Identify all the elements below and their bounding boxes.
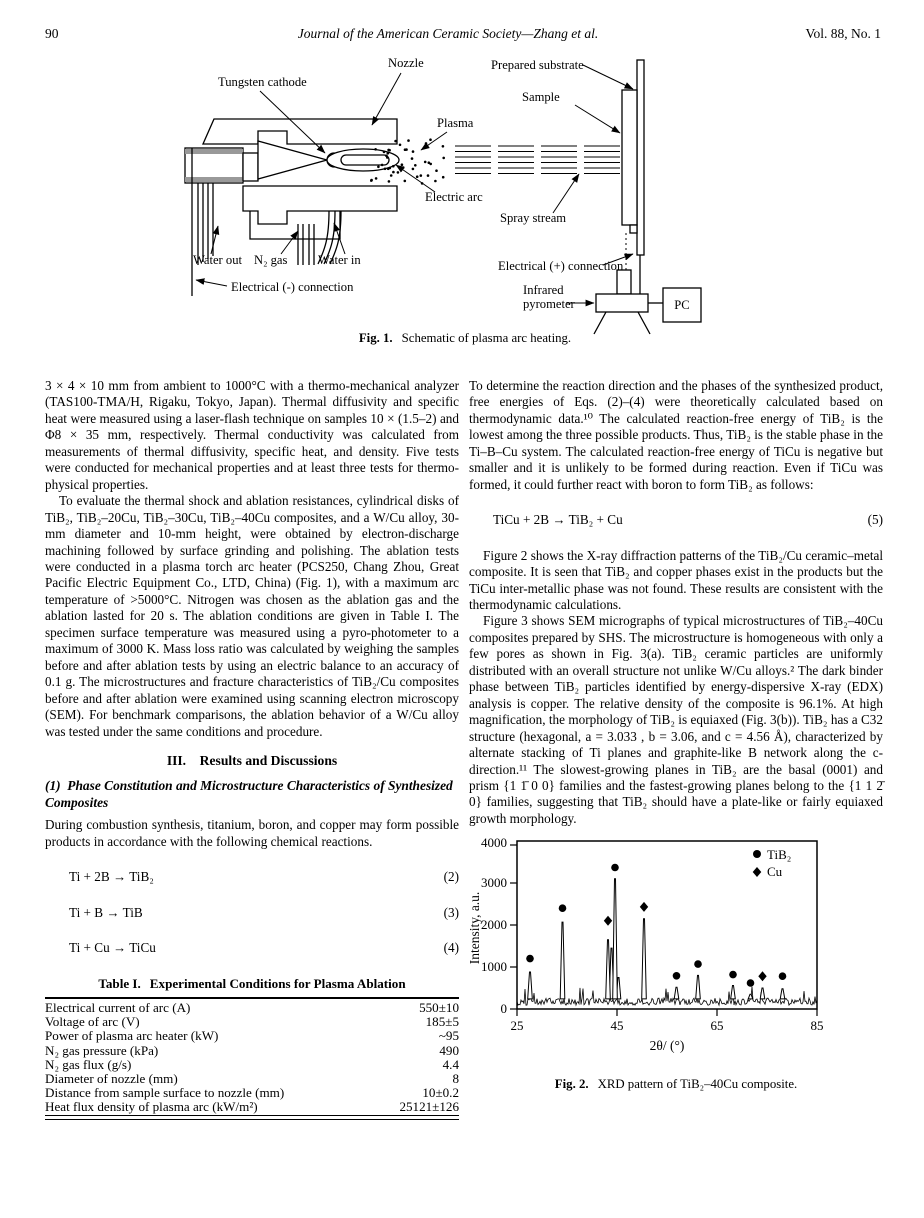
prepared-substrate-bar [637, 60, 644, 255]
row-label: Heat flux density of plasma arc (kW/m²) [45, 1099, 258, 1115]
paragraph: 3 × 4 × 10 mm from ambient to 1000°C with a thermo-mechanical analyzer (TAS100-TMA/H, Rigaku, Tokyo, Japan). Thermal diffusivity and specific heat were measured using a laser-flash technique on samples 10 × (1.5–2) and Φ8 × 35 mm, respectively. Thermal conductivity was calculated from measurements of thermal diffusivity, specific heat, and density. Five tests were conducted for mechanical properties and at least three tests for thermo-physical properties. [45, 378, 459, 492]
x-tick-label: 45 [610, 1018, 624, 1034]
electrical-pos-label: Electrical (+) connection [498, 259, 624, 273]
row-value: 25121±126 [399, 1099, 459, 1115]
table1-title-text: Experimental Conditions for Plasma Ablation [149, 975, 406, 991]
pyrometer-body [596, 294, 648, 312]
table-row [45, 1029, 459, 1043]
equation-number: (4) [443, 940, 459, 956]
prepared-substrate-label: Prepared substrate [491, 58, 584, 72]
equation-body: Ti + B → TiB [69, 904, 143, 920]
nozzle-label: Nozzle [388, 56, 424, 70]
table-row [45, 1015, 459, 1029]
volume-issue: Vol. 88, No. 1 [805, 26, 881, 41]
y-tick-label: 0 [500, 1001, 507, 1017]
row-value: 10±0.2 [422, 1085, 459, 1101]
equation-number: (2) [443, 869, 459, 885]
pc-label: PC [674, 298, 690, 312]
water-out-label: Water out [193, 253, 242, 267]
journal-title: Journal of the American Ceramic Society—Zhang et al. [297, 26, 599, 41]
row-value: 185±5 [425, 1014, 459, 1030]
plasma-label: Plasma [437, 116, 474, 130]
spray-stream-lines [455, 146, 620, 174]
sample-label: Sample [522, 90, 560, 104]
electrical-neg-label: Electrical (-) connection [231, 280, 354, 294]
equation-body: Ti + Cu → TiCu [69, 940, 156, 956]
row-label: N₂ gas flux (g/s) [45, 1056, 132, 1072]
equation-body: TiCu + 2B → TiB₂ + Cu [493, 512, 623, 528]
table1 [45, 976, 459, 1120]
tungsten-cathode-cone [258, 141, 327, 179]
page-number: 90 [45, 26, 59, 41]
row-value: 490 [439, 1042, 459, 1058]
plasma-torch [185, 119, 399, 296]
figure2-caption-label: Fig. 2. [554, 1076, 589, 1091]
paragraph: During combustion synthesis, titanium, boron, and copper may form possible products in accordance with the following chemical reactions. [45, 817, 459, 849]
equation-2 [45, 869, 459, 885]
substrate-assembly [622, 60, 644, 301]
row-label: N₂ gas pressure (kPa) [45, 1042, 159, 1058]
water-in-label: Water in [318, 253, 361, 267]
y-tick-label: 2000 [481, 917, 507, 933]
table1-bottom-rule [45, 1119, 459, 1120]
figure1-schematic [85, 53, 845, 338]
electric-arc-label: Electric arc [425, 190, 483, 204]
spray-stream-label: Spray stream [500, 211, 567, 225]
y-axis-ticks [510, 845, 517, 1009]
row-label: Electrical current of arc (A) [45, 1000, 191, 1016]
row-label: Distance from sample surface to nozzle (mm) [45, 1085, 285, 1101]
equation-3 [45, 905, 459, 921]
row-value: ~95 [438, 1028, 459, 1044]
figure2-chart [469, 833, 883, 1092]
figure2-caption-text: XRD pattern of TiB₂–40Cu composite. [597, 1076, 798, 1091]
row-value: 550±10 [419, 1000, 459, 1016]
figure1-caption-text: Schematic of plasma arc heating. [401, 331, 572, 345]
table-row [45, 1086, 459, 1100]
y-tick-label: 3000 [481, 875, 507, 891]
table-row [45, 1044, 459, 1058]
row-value: 4.4 [442, 1056, 459, 1072]
infrared-pyrometer-label2: pyrometer [523, 297, 575, 311]
left-column [45, 378, 459, 1120]
row-label: Diameter of nozzle (mm) [45, 1071, 178, 1087]
equation-5 [469, 512, 883, 528]
table-row [45, 1100, 459, 1115]
infrared-pyrometer-label: Infrared [523, 283, 564, 297]
legend-label-cu: Cu [767, 864, 783, 880]
table-row [45, 998, 459, 1015]
table-row [45, 1072, 459, 1086]
row-label: Voltage of arc (V) [45, 1014, 140, 1030]
equation-4 [45, 940, 459, 956]
subsection-heading: (1) Phase Constitution and Microstructure Characteristics of Synthesized Composites [45, 778, 453, 810]
y-axis-label: Intensity, a.u. [467, 892, 482, 965]
section-heading: III. Results and Discussions [166, 752, 338, 768]
figure1-caption [85, 331, 845, 346]
y-tick-label: 4000 [481, 835, 507, 851]
equation-number: (5) [867, 512, 883, 528]
x-axis-label: 2θ/ (°) [649, 1038, 685, 1054]
equation-number: (3) [443, 904, 459, 920]
legend-circle-marker [753, 850, 761, 858]
x-tick-label: 85 [810, 1018, 824, 1034]
table1-title [45, 976, 459, 992]
right-column [469, 378, 883, 1092]
table1-title-label: Table I. [98, 975, 141, 991]
n2-gas-label: N₂ gas [254, 253, 288, 267]
tungsten-cathode-label: Tungsten cathode [218, 75, 307, 89]
table-row [45, 1058, 459, 1072]
paragraph: Figure 3 shows SEM micrographs of typical microstructures of TiB₂–40Cu composites prepared by SHS. The microstructure is homogeneous with only a few pores as shown in Fig. 3(a). TiB₂ ceramic particles are uniformly distributed with an overall structure not unlike W/Cu alloys.² The dark binder phase between TiB₂ particles identified by energy-dispersive X-ray (EDX) analysis is copper. The relative density of the composite is 96.1%. At high magnification, the morphology of TiB₂ is equiaxed (Fig. 3(b)). TiB₂ has a C32 structure (hexagonal, a = 3.033 , b = 3.06, and c = 4.56 Å), characterized by alternate stacking of Ti planes and graphite-like B network along the c-direction.¹¹ The slowest-growing planes in TiB₂ are the basal (0001) and prism {1 1̄ 0 0} families and the fastest-growing planes belong to the {1 1 2̄ 0} families, suggesting that TiB₂ should have a plate-like or fairly equiaxed growth morphology. [469, 613, 883, 826]
x-axis-ticks [517, 1009, 817, 1016]
legend-label-tib2: TiB₂ [767, 847, 792, 863]
running-head [45, 26, 881, 42]
x-tick-label: 65 [710, 1018, 724, 1034]
y-tick-label: 1000 [481, 959, 507, 975]
figure2-caption [469, 1076, 883, 1092]
paragraph: To determine the reaction direction and the phases of the synthesized product, free energies of Eqs. (2)–(4) were theoretically calculated based on thermodynamic data.¹⁰ The calculated reaction-free energy of TiB₂ is the lowest among the three possible products. Thus, TiB₂ is the stable phase in the Ti–B–Cu system. The calculated reaction-free energy of TiCu is negative but smaller and it is unlikely to be formed during reaction. Even if TiCu was formed, it could further react with boron to form TiB₂ as follows: [469, 378, 883, 492]
paragraph: To evaluate the thermal shock and ablation resistances, cylindrical disks of TiB₂, TiB₂–20Cu, TiB₂–30Cu, TiB₂–40Cu composites, and a W/Cu alloy, 30-mm diameter and 10-mm height, were obtained by electron-discharge machining followed by surface grinding and polishing. The ablation tests were conducted in a plasma torch arc heater (PCS250, Chang Zhou, Great Pacific Electric Equipment Co., LTD, China) (Fig. 1), with a maximum arc temperature of >5000°C. Nitrogen was chosen as the ablation gas and the ablation lasted for 20 s. The ablation conditions are given in Table I. The specimen surface temperature was measured using a pyro-photometer to a maximum of 3000 K. Mass loss ratio was calculated by weighing the samples before and after ablation tests by using an electric balance to an accuracy of 0.1 g. The microstructures and fracture characteristics of TiB₂/Cu composites before and after ablation were examined using scanning electron microscopy (SEM). For benchmark comparisons, the ablation behavior of a W/Cu alloy was tested under the same conditions and procedure. [45, 493, 459, 739]
row-label: Power of plasma arc heater (kW) [45, 1028, 219, 1044]
sample-bar [622, 90, 637, 225]
row-value: 8 [452, 1071, 459, 1087]
figure1-caption-label: Fig. 1. [358, 331, 393, 345]
x-tick-label: 25 [510, 1018, 524, 1034]
equation-body: Ti + 2B → TiB₂ [69, 869, 154, 885]
paragraph: Figure 2 shows the X-ray diffraction patterns of the TiB₂/Cu ceramic–metal composite. It is seen that TiB₂ and copper phases exist in the products but the TiCu inter-metallic phase was not found. These results are consistent with the thermodynamic calculations. [469, 547, 883, 612]
